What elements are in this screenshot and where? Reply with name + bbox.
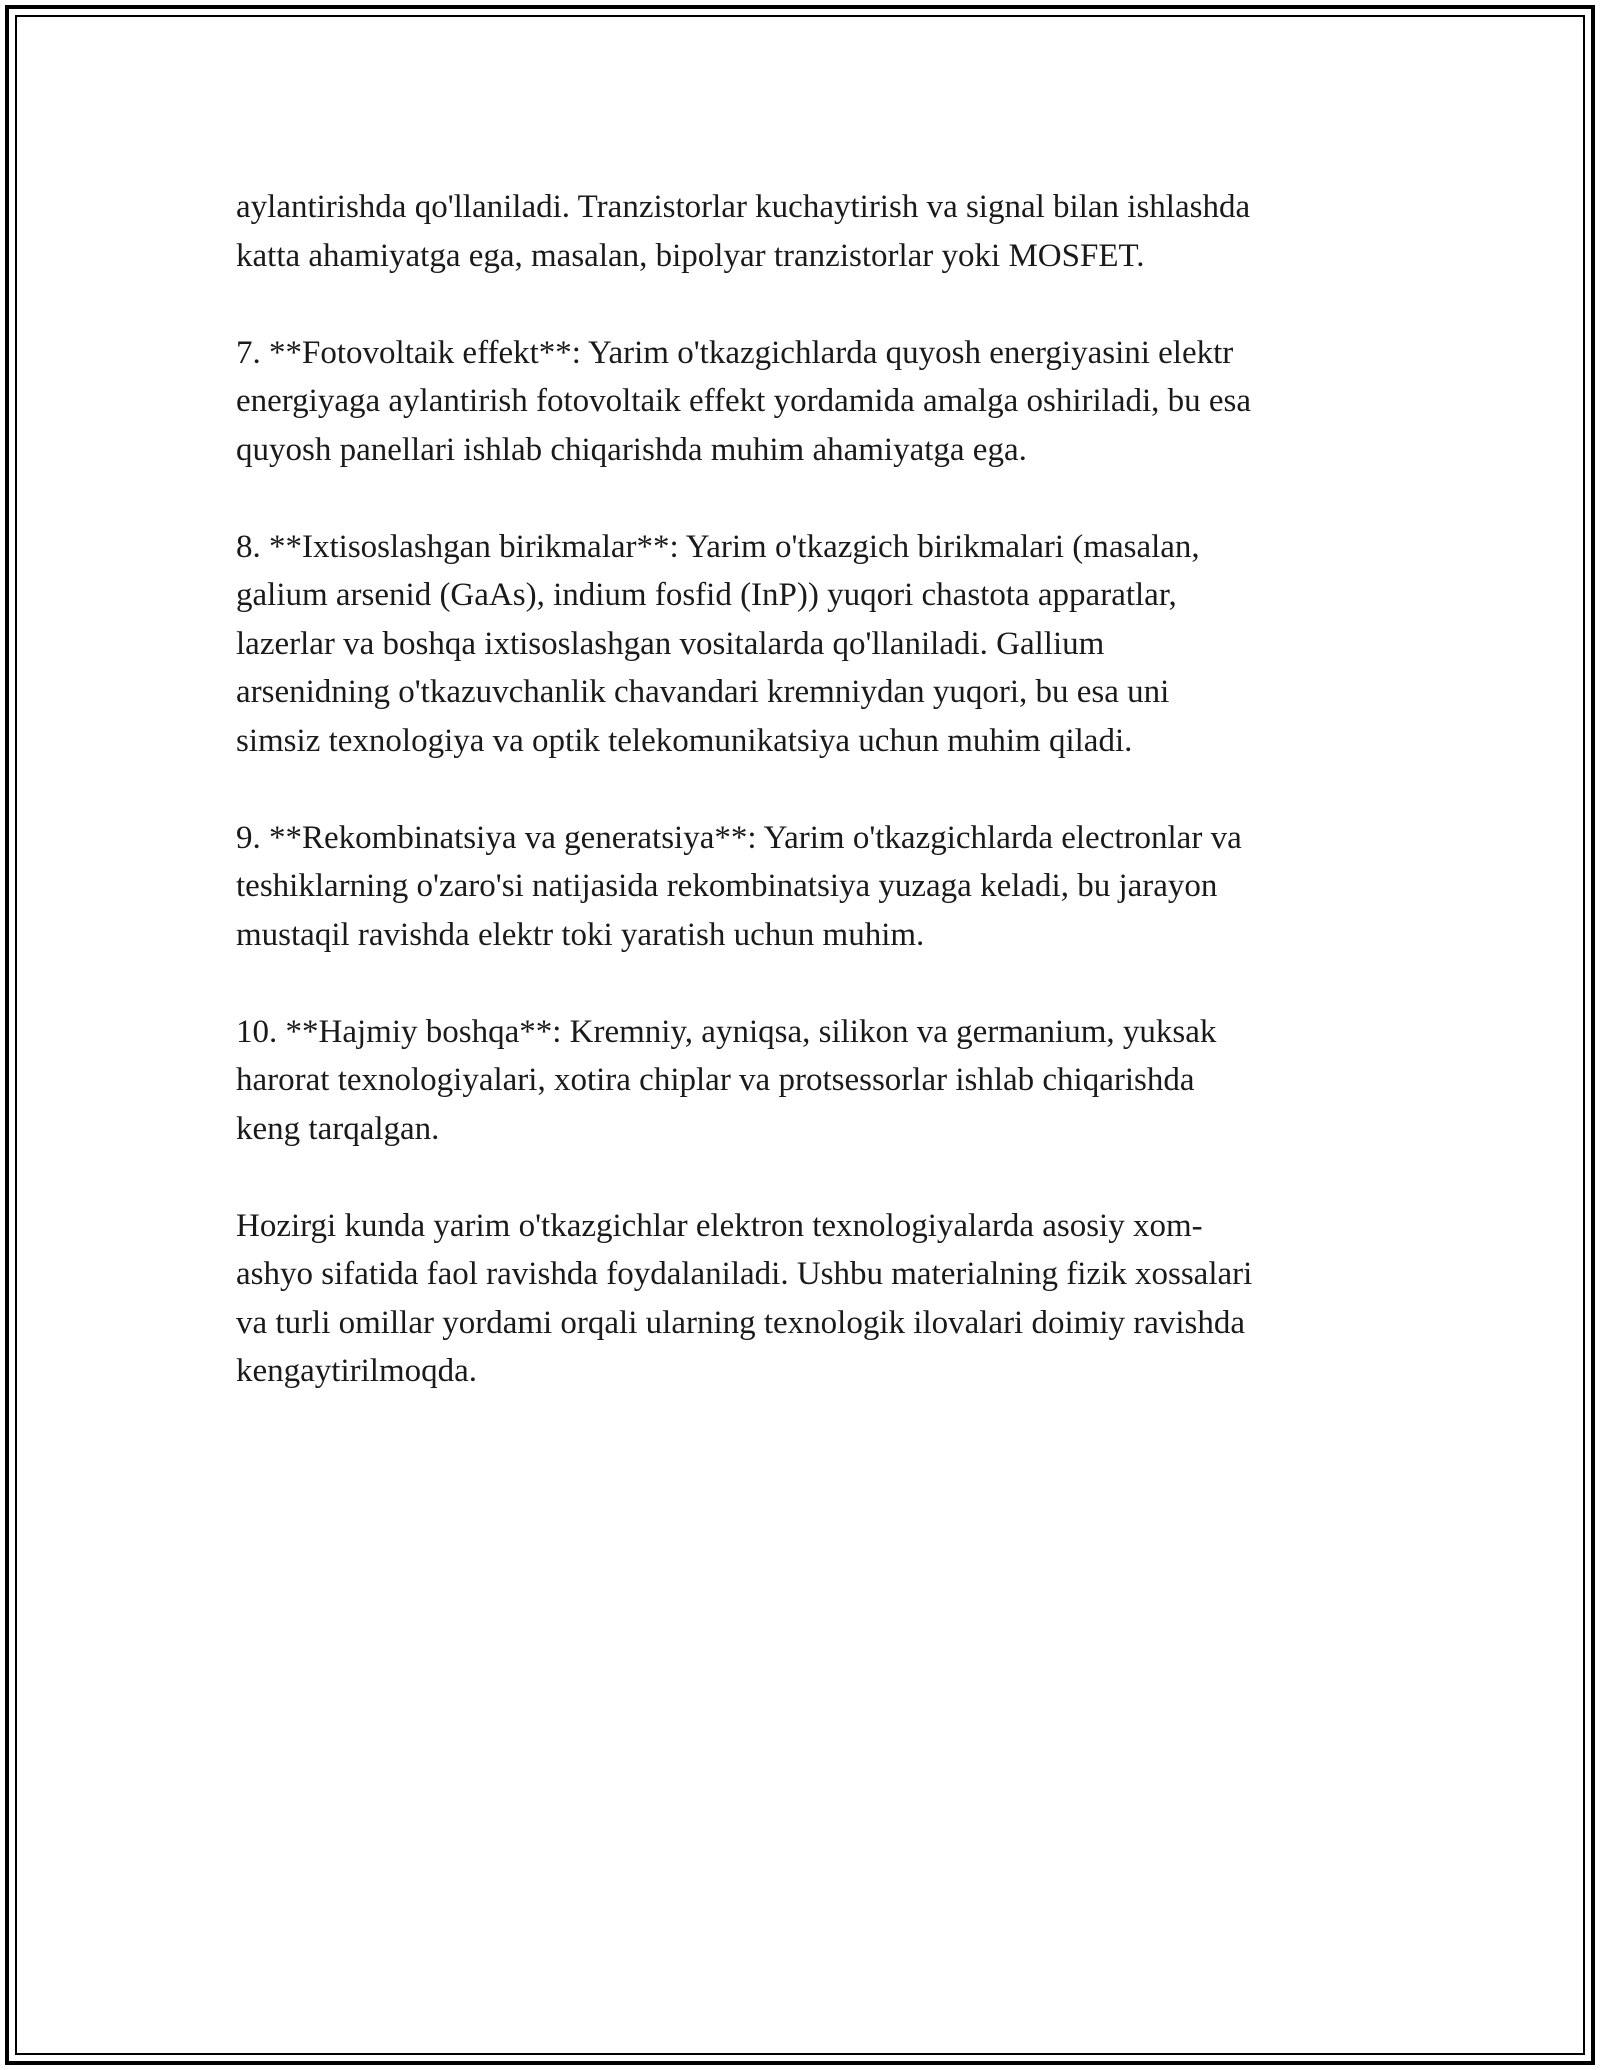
- text-line: harorat texnologiyalari, xotira chiplar va protsessorlar ishlab chiqarishda: [236, 1062, 1195, 1098]
- paragraph-item-10-volume: [236, 1008, 1386, 1154]
- text-line: simsiz texnologiya va optik telekomunikatsiya uchun muhim qiladi.: [236, 722, 1133, 759]
- text-line: teshiklarning o'zaro'si natijasida rekombinatsiya yuzaga keladi, bu jarayon: [236, 868, 1218, 904]
- paragraph-conclusion: [236, 1202, 1386, 1396]
- text-line: va turli omillar yordami orqali ularning texnologik ilovalari doimiy ravishda: [236, 1304, 1246, 1341]
- text-line: 7. **Fotovoltaik effekt**: Yarim o'tkazgichlarda quyosh energiyasini elektr: [236, 334, 1234, 371]
- text-line: kengaytirilmoqda.: [236, 1353, 478, 1389]
- paragraph-item-9-recombination: [236, 814, 1386, 960]
- text-line: galium arsenid (GaAs), indium fosfid (InP)) yuqori chastota apparatlar,: [236, 577, 1177, 613]
- text-line: arsenidning o'tkazuvchanlik chavandari kremniydan yuqori, bu esa uni: [236, 674, 1170, 710]
- paragraph-item-7-photovoltaic: [236, 329, 1386, 475]
- text-line: quyosh panellari ishlab chiqarishda muhim ahamiyatga ega.: [236, 431, 1027, 468]
- text-line: aylantirishda qo'llaniladi. Tranzistorlar kuchaytirish va signal bilan ishlashda: [236, 189, 1251, 225]
- text-line: mustaqil ravishda elektr toki yaratish uchun muhim.: [236, 916, 925, 953]
- text-line: energiyaga aylantirish fotovoltaik effekt yordamida amalga oshiriladi, bu esa: [236, 383, 1252, 419]
- paragraph-transistors-continued: [236, 183, 1386, 280]
- document-body: [236, 183, 1386, 1444]
- text-line: katta ahamiyatga ega, masalan, bipolyar tranzistorlar yoki MOSFET.: [236, 237, 1145, 274]
- text-line: keng tarqalgan.: [236, 1110, 440, 1147]
- text-line: ashyo sifatida faol ravishda foydalaniladi. Ushbu materialning fizik xossalari: [236, 1256, 1253, 1292]
- text-line: 9. **Rekombinatsiya va generatsiya**: Yarim o'tkazgichlarda electronlar va: [236, 819, 1242, 856]
- paragraph-item-8-compounds: [236, 523, 1386, 766]
- text-line: lazerlar va boshqa ixtisoslashgan vositalarda qo'llaniladi. Gallium: [236, 625, 1105, 662]
- text-line: 8. **Ixtisoslashgan birikmalar**: Yarim o'tkazgich birikmalari (masalan,: [236, 528, 1200, 565]
- text-line: 10. **Hajmiy boshqa**: Kremniy, ayniqsa, silikon va germanium, yuksak: [236, 1013, 1217, 1050]
- text-line: Hozirgi kunda yarim o'tkazgichlar elektron texnologiyalarda asosiy xom-: [236, 1207, 1203, 1244]
